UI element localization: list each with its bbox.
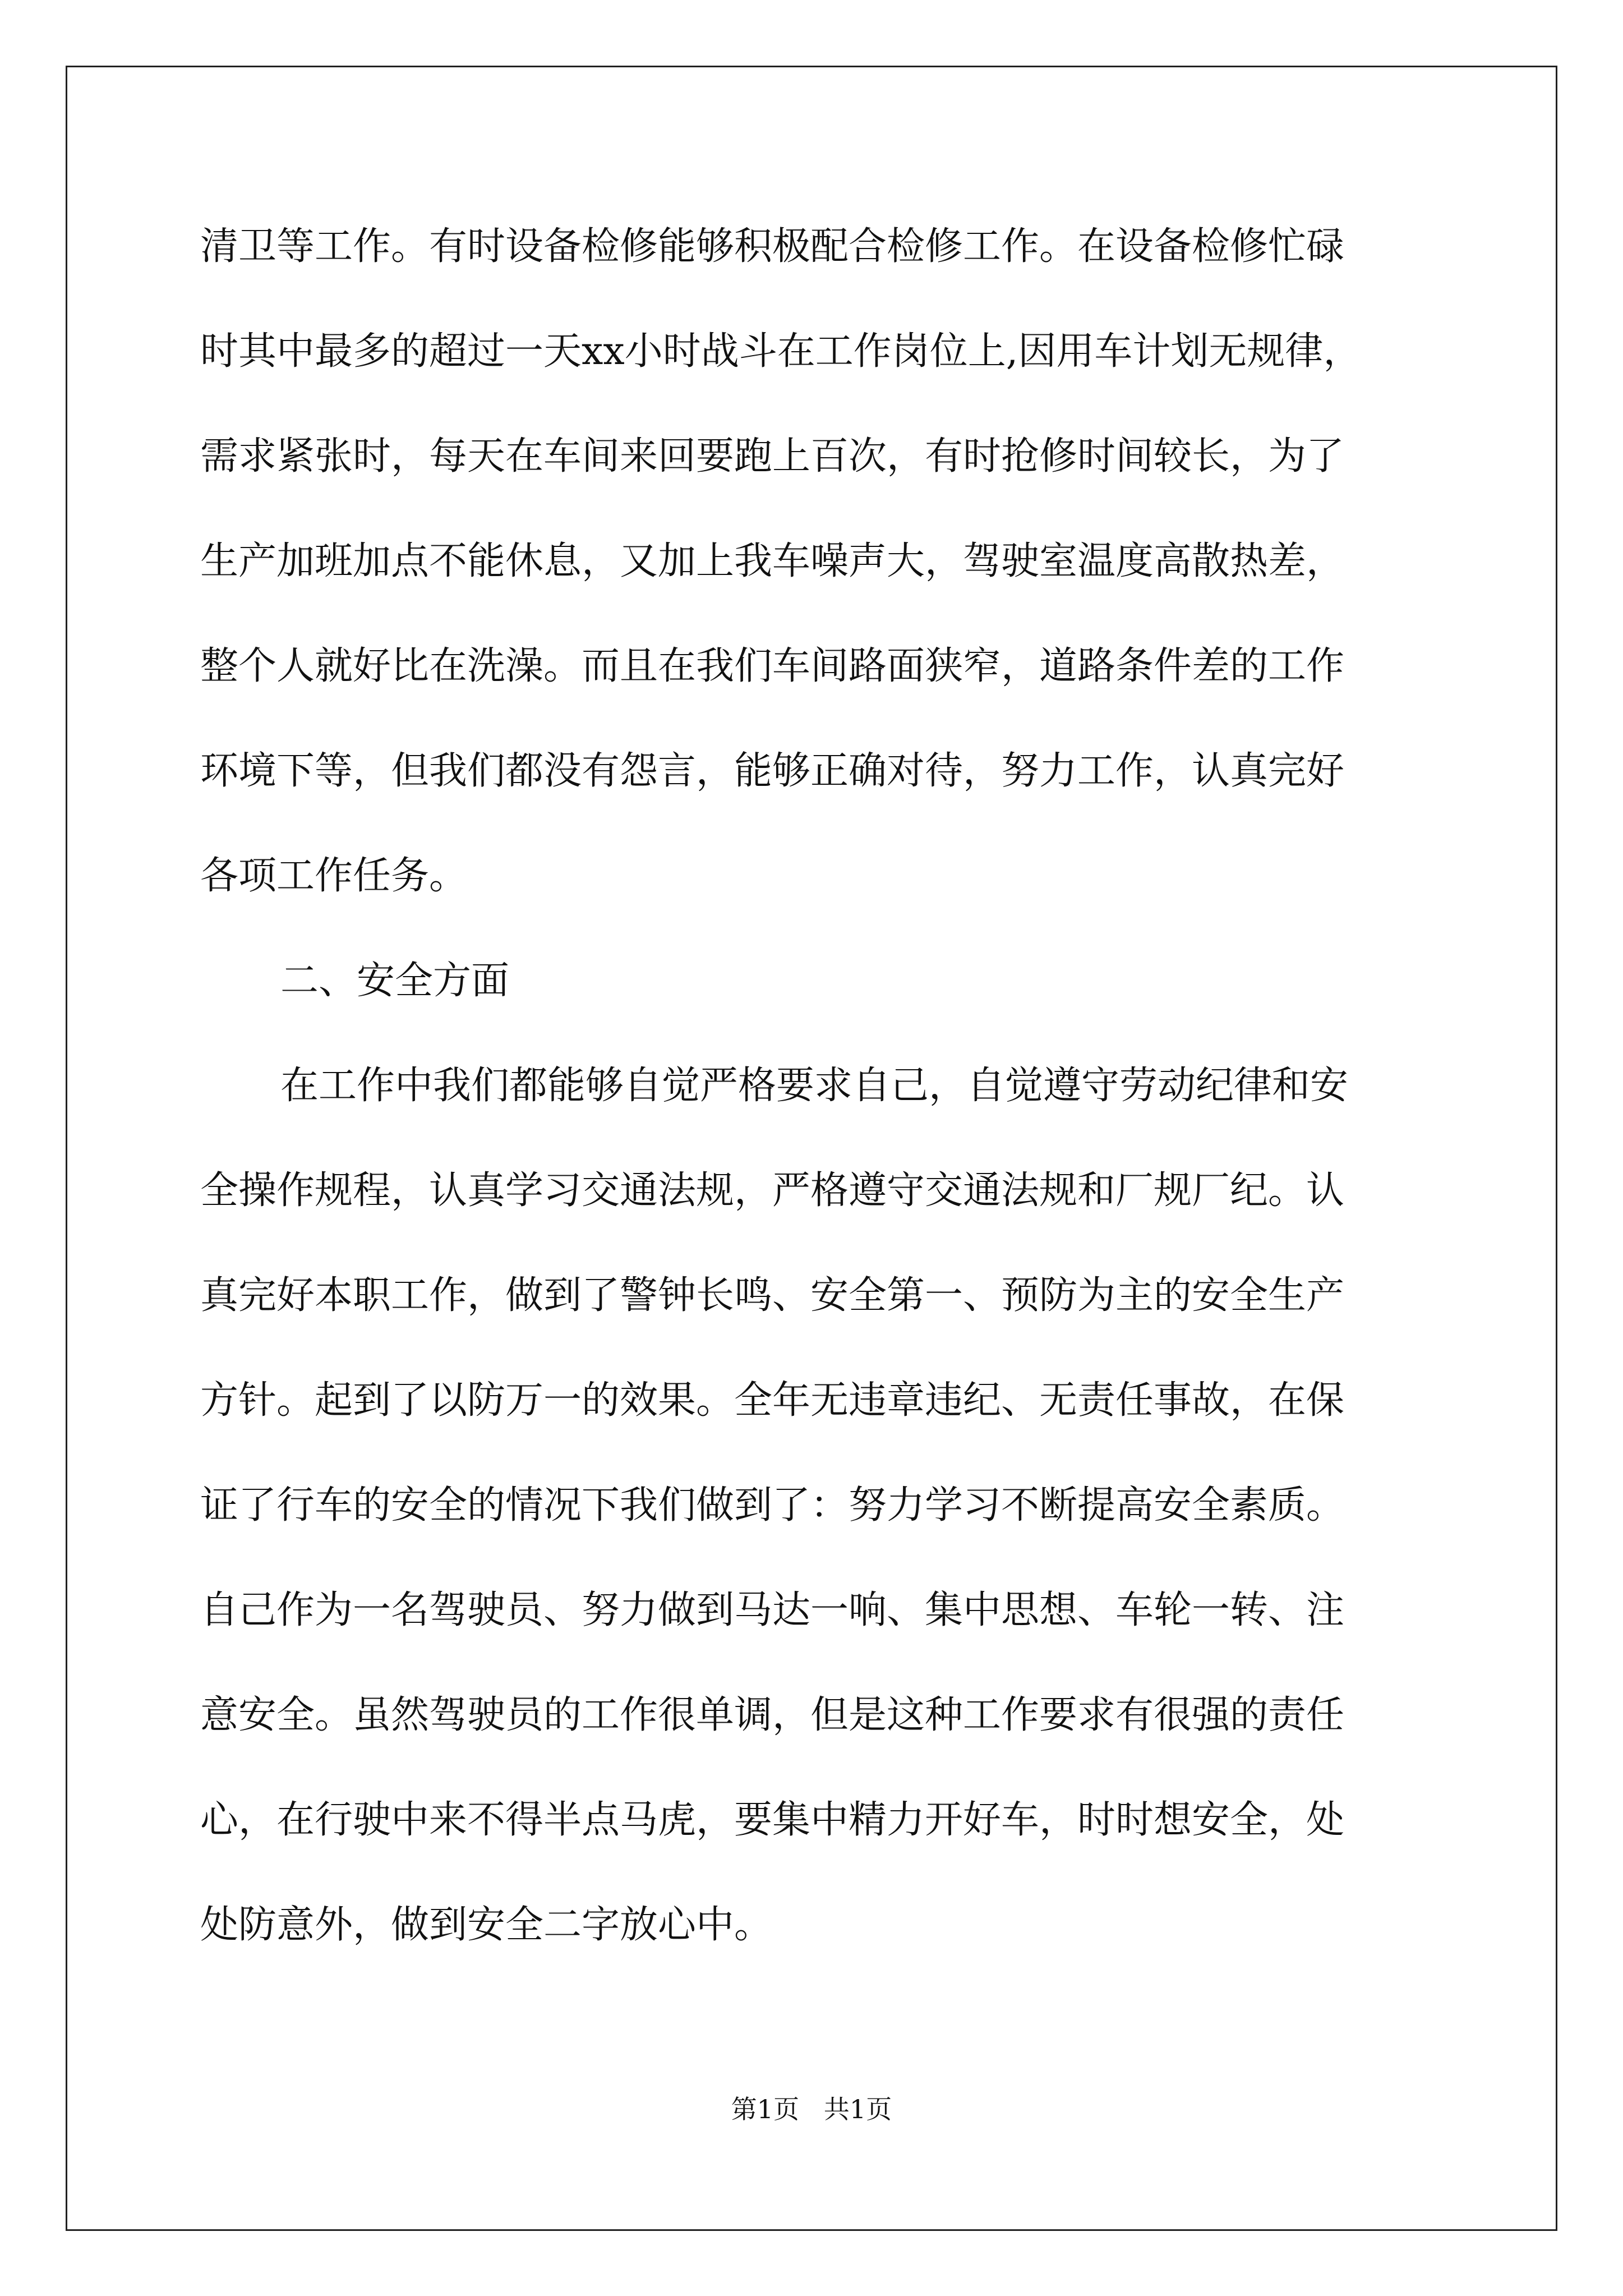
text-line: 方针。起到了以防万一的效果。全年无违章违纪、无责任事故，在保 — [200, 1378, 1345, 1423]
text-line: 心，在行驶中来不得半点马虎，要集中精力开好车，时时想安全，处 — [200, 1798, 1345, 1842]
text-line: 意安全。虽然驾驶员的工作很单调，但是这种工作要求有很强的责任 — [200, 1693, 1345, 1737]
text-line: 生产加班加点不能休息，又加上我车噪声大，驾驶室温度高散热差， — [200, 539, 1345, 583]
section-heading: 二、安全方面 — [280, 959, 510, 1003]
paragraph-start-line: 在工作中我们都能够自觉严格要求自己，自觉遵守劳动纪律和安 — [280, 1064, 1349, 1108]
text-line: 全操作规程，认真学习交通法规，严格遵守交通法规和厂规厂纪。认 — [200, 1168, 1345, 1213]
text-line: 证了行车的安全的情况下我们做到了：努力学习不断提高安全素质。 — [200, 1483, 1345, 1527]
text-line: 真完好本职工作，做到了警钟长鸣、安全第一、预防为主的安全生产 — [200, 1273, 1345, 1318]
text-line: 需求紧张时，每天在车间来回要跑上百次，有时抢修时间较长，为了 — [200, 434, 1345, 478]
text-line: 各项工作任务。 — [200, 854, 468, 898]
text-line: 自己作为一名驾驶员、努力做到马达一响、集中思想、车轮一转、注 — [200, 1588, 1345, 1632]
text-line: 处防意外，做到安全二字放心中。 — [200, 1903, 773, 1947]
text-line: 环境下等，但我们都没有怨言，能够正确对待，努力工作，认真完好 — [200, 749, 1345, 793]
text-line: 整个人就好比在洗澡。而且在我们车间路面狭窄，道路条件差的工作 — [200, 644, 1345, 688]
page-footer: 第1页 共1页 — [731, 2094, 892, 2124]
text-line: 时其中最多的超过一天xx小时战斗在工作岗位上,因用车计划无规律， — [200, 329, 1362, 374]
text-line: 清卫等工作。有时设备检修能够积极配合检修工作。在设备检修忙碌 — [200, 224, 1345, 269]
